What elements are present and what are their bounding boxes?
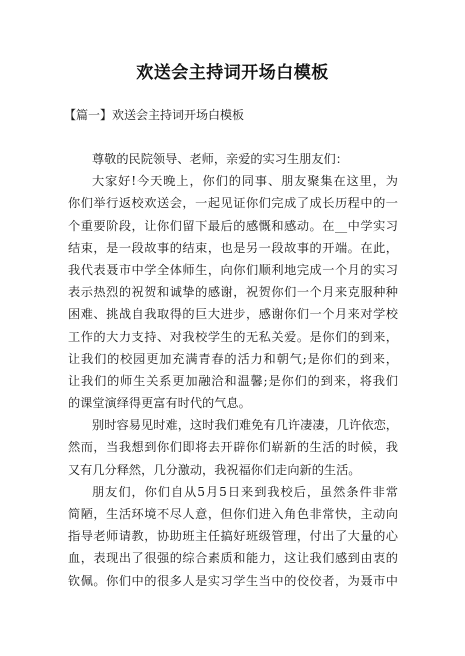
body-line: 钦佩。你们中的很多人是实习学生当中的佼佼者，为聂市中: [68, 573, 398, 588]
body-line: 工作的大力支持、对我校学生的无私关爱。是你们的到来，: [68, 329, 398, 344]
body-line: 大家好!今天晚上，你们的同事、朋友聚集在这里，为: [92, 174, 398, 189]
body-line: 让我们的师生关系更加融洽和温馨;是你们的到来，将我们: [68, 373, 398, 388]
body-line: 让我们的校园更加充满青春的活力和朝气;是你们的到来，: [68, 351, 398, 366]
body-line: 的课堂演绎得更富有时代的气息。: [68, 396, 251, 411]
body-line: 个重要阶段，让你们留下最后的感慨和感动。在__中学实习: [68, 218, 398, 233]
body-line: 又有几分释然，几分激动，我祝福你们走向新的生活。: [68, 462, 361, 477]
body-line: 我代表聂市中学全体师生，向你们顺利地完成一个月的实习: [68, 262, 398, 277]
salutation-line: 尊敬的民院领导、老师，亲爱的实习生朋友们：: [92, 152, 348, 166]
body-line: 别时容易见时难，这时我们难免有几许凄凄，几许依恋，: [92, 418, 398, 433]
document-title: 欢送会主持词开场白模板: [136, 63, 329, 83]
body-line: 结束，是一段故事的结束，也是另一段故事的开端。在此，: [68, 240, 398, 255]
body-line: 困难、挑战自我取得的巨大进步，感谢你们一个月来对学校: [68, 307, 398, 322]
body-line: 表示热烈的祝贺和诚挚的感谢，祝贺你们一个月来克服种种: [68, 285, 398, 300]
body-line: 简陋，生活环境不尽人意，但你们进入角色非常快，主动向: [68, 507, 398, 521]
body-line: 你们举行返校欢送会，一起见证你们完成了成长历程中的一: [68, 196, 398, 211]
section-heading: 【篇一】欢送会主持词开场白模板: [64, 108, 245, 122]
body-line: 朋友们，你们自从5月5日来到我校后，虽然条件非常: [92, 484, 398, 499]
body-line: 然而，当我想到你们即将去开辟你们崭新的生活的时候，我: [68, 440, 398, 455]
body-line: 指导老师请教，协助班主任搞好班级管理，付出了大量的心: [68, 529, 398, 544]
body-line: 血，表现出了很强的综合素质和能力，这让我们感到由衷的: [68, 551, 398, 566]
document-body: [68, 148, 398, 592]
